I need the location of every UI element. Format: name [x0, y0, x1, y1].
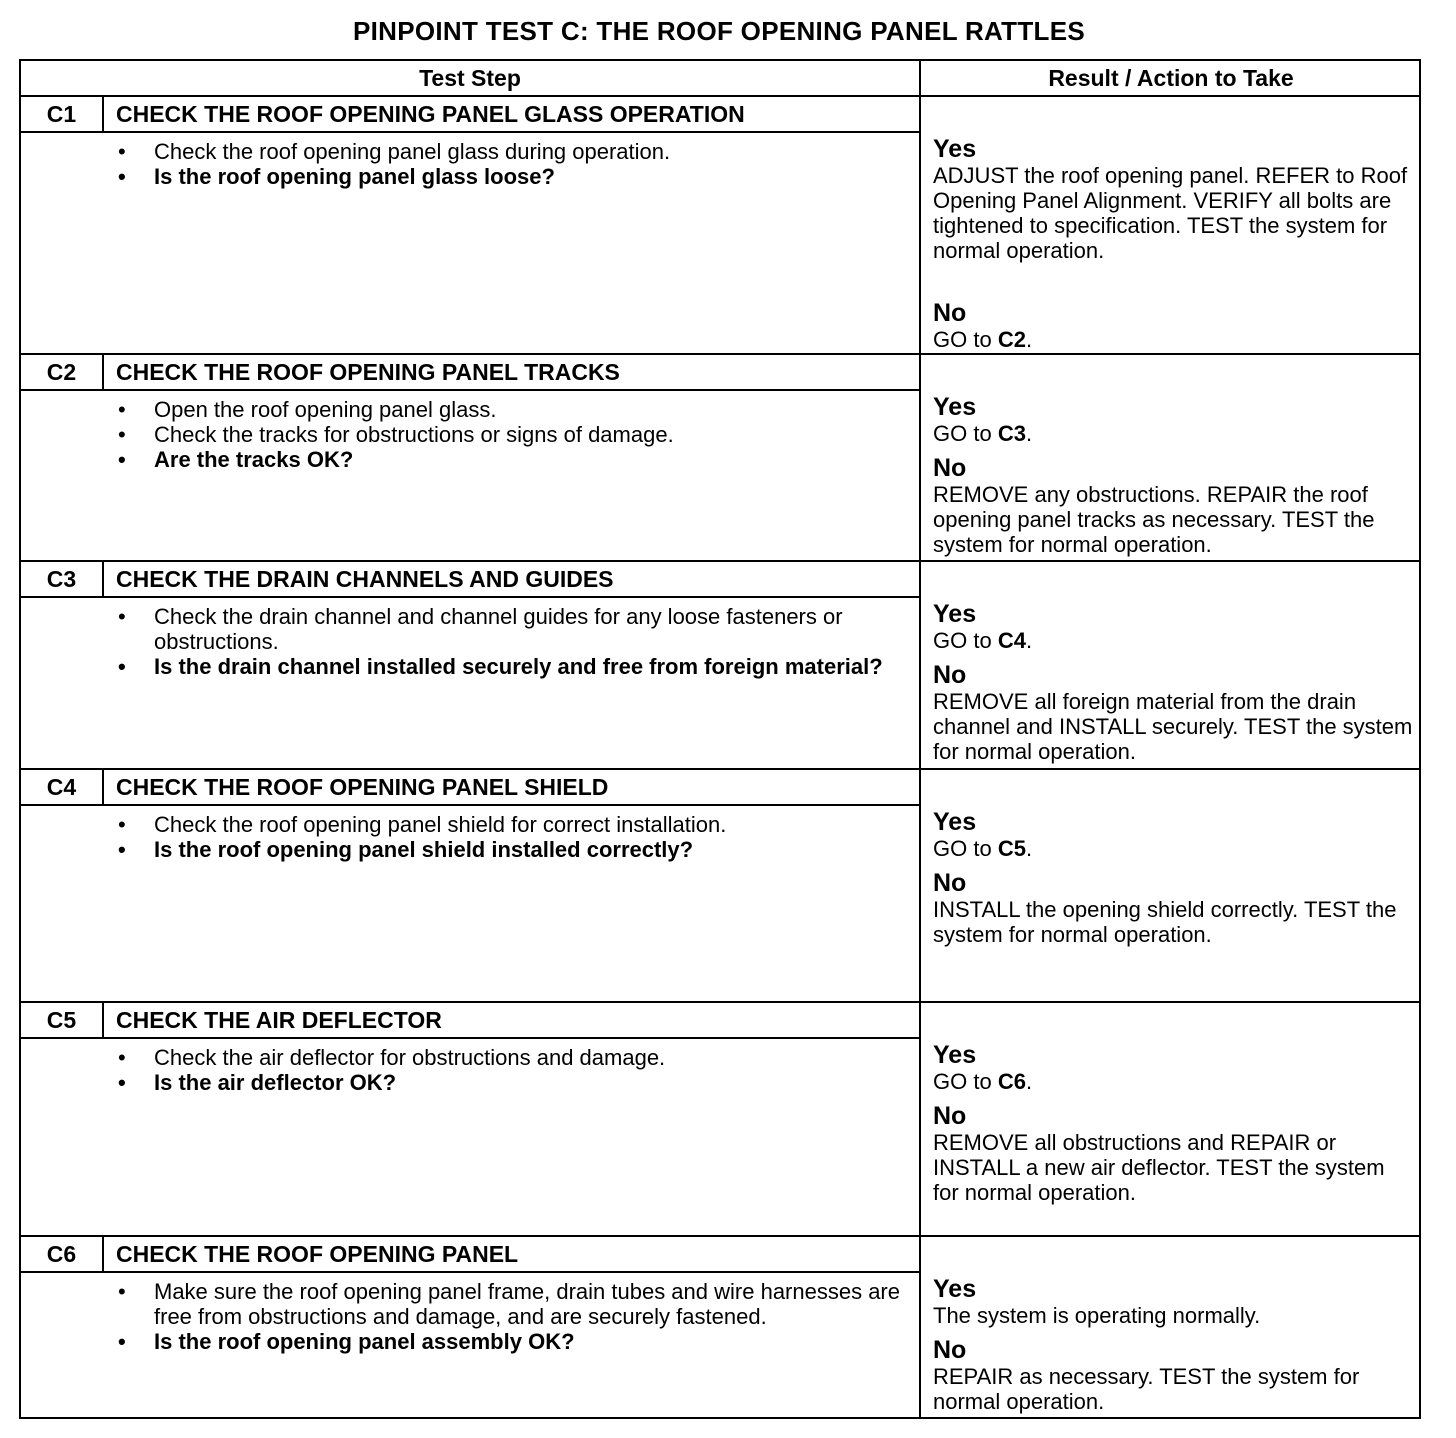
instruction-item: • Check the roof opening panel glass during operation.: [114, 139, 904, 164]
no-label: No: [933, 1102, 967, 1130]
step-instructions: [114, 1045, 904, 1095]
step-ref: C3: [997, 421, 1026, 446]
step-id: C2: [21, 355, 104, 389]
step-title: CHECK THE ROOF OPENING PANEL SHIELD: [116, 774, 609, 800]
no-label: No: [933, 869, 967, 897]
test-step-c5: [21, 1003, 1419, 1237]
step-instructions: [114, 812, 904, 862]
no-action: REMOVE all obstructions and REPAIR or INSTALL a new air deflector. TEST the system for normal operation.: [933, 1130, 1385, 1205]
no-label: No: [933, 454, 967, 482]
step-ref: C4: [997, 628, 1026, 653]
step-id: C1: [21, 97, 104, 131]
step-result: [933, 97, 1413, 353]
yes-label: Yes: [933, 1275, 977, 1303]
step-result: [933, 1237, 1413, 1417]
step-instructions: [114, 397, 904, 472]
no-action: INSTALL the opening shield correctly. TEST the system for normal operation.: [933, 897, 1397, 947]
step-title: CHECK THE AIR DEFLECTOR: [116, 1007, 442, 1033]
step-id: C6: [21, 1237, 104, 1271]
step-question: • Are the tracks OK?: [114, 447, 904, 472]
yes-action: The system is operating normally.: [933, 1303, 1261, 1328]
yes-label: Yes: [933, 393, 977, 421]
step-ref: C2: [997, 327, 1026, 352]
yes-label: Yes: [933, 135, 977, 163]
instruction-item: • Check the drain channel and channel guides for any loose fasteners or obstructions.: [114, 604, 904, 654]
yes-label: Yes: [933, 808, 977, 836]
step-ref: C5: [997, 836, 1026, 861]
step-title: CHECK THE DRAIN CHANNELS AND GUIDES: [116, 566, 614, 592]
pinpoint-test-table: [19, 59, 1421, 1419]
test-step-c2: [21, 355, 1419, 562]
step-question: • Is the roof opening panel assembly OK?: [114, 1329, 904, 1354]
no-label: No: [933, 299, 967, 327]
step-result: [933, 770, 1413, 1001]
yes-label: Yes: [933, 1041, 977, 1069]
step-instructions: [114, 139, 904, 189]
test-step-c4: [21, 770, 1419, 1003]
step-result: [933, 355, 1413, 560]
yes-action: GO to C3.: [933, 421, 1033, 446]
page-title: PINPOINT TEST C: THE ROOF OPENING PANEL RATTLES: [352, 16, 1086, 46]
step-id: C5: [21, 1003, 104, 1037]
step-question: • Is the air deflector OK?: [114, 1070, 904, 1095]
step-title: CHECK THE ROOF OPENING PANEL GLASS OPERATION: [116, 101, 745, 127]
step-title: CHECK THE ROOF OPENING PANEL TRACKS: [116, 359, 620, 385]
step-instructions: [114, 1279, 904, 1354]
yes-action: GO to C6.: [933, 1069, 1033, 1094]
step-ref: C6: [997, 1069, 1026, 1094]
step-question: • Is the roof opening panel shield installed correctly?: [114, 837, 904, 862]
step-result: [933, 562, 1413, 768]
yes-action: ADJUST the roof opening panel. REFER to Roof Opening Panel Alignment. VERIFY all bolts are tightened to specification. TEST the system for normal operation.: [933, 163, 1408, 263]
step-title: CHECK THE ROOF OPENING PANEL: [116, 1241, 519, 1267]
test-step-c3: [21, 562, 1419, 770]
instruction-item: • Check the roof opening panel shield for correct installation.: [114, 812, 904, 837]
no-label: No: [933, 1336, 967, 1364]
header-test-step: Test Step: [21, 61, 921, 95]
step-question: • Is the roof opening panel glass loose?: [114, 164, 904, 189]
instruction-item: • Check the air deflector for obstructions and damage.: [114, 1045, 904, 1070]
no-action: REPAIR as necessary. TEST the system for normal operation.: [933, 1364, 1360, 1414]
step-id: C4: [21, 770, 104, 804]
step-result: [933, 1003, 1413, 1235]
instruction-item: • Open the roof opening panel glass.: [114, 397, 904, 422]
test-step-c1: [21, 97, 1419, 355]
test-step-c6: [21, 1237, 1419, 1417]
no-action: REMOVE any obstructions. REPAIR the roof opening panel tracks as necessary. TEST the system for normal operation.: [933, 482, 1375, 557]
no-label: No: [933, 661, 967, 689]
step-question: • Is the drain channel installed securely and free from foreign material?: [114, 654, 904, 679]
instruction-item: • Check the tracks for obstructions or signs of damage.: [114, 422, 904, 447]
yes-action: GO to C5.: [933, 836, 1033, 861]
yes-action: GO to C4.: [933, 628, 1033, 653]
step-instructions: [114, 604, 904, 679]
no-action: GO to C2.: [933, 327, 1033, 352]
no-action: REMOVE all foreign material from the drain channel and INSTALL securely. TEST the system for normal operation.: [933, 689, 1413, 764]
instruction-item: • Make sure the roof opening panel frame, drain tubes and wire harnesses are free from obstructions and damage, and are securely fastened.: [114, 1279, 904, 1329]
header-result: Result / Action to Take: [1048, 65, 1294, 91]
table-header: [21, 61, 1419, 97]
step-id: C3: [21, 562, 104, 596]
yes-label: Yes: [933, 600, 977, 628]
